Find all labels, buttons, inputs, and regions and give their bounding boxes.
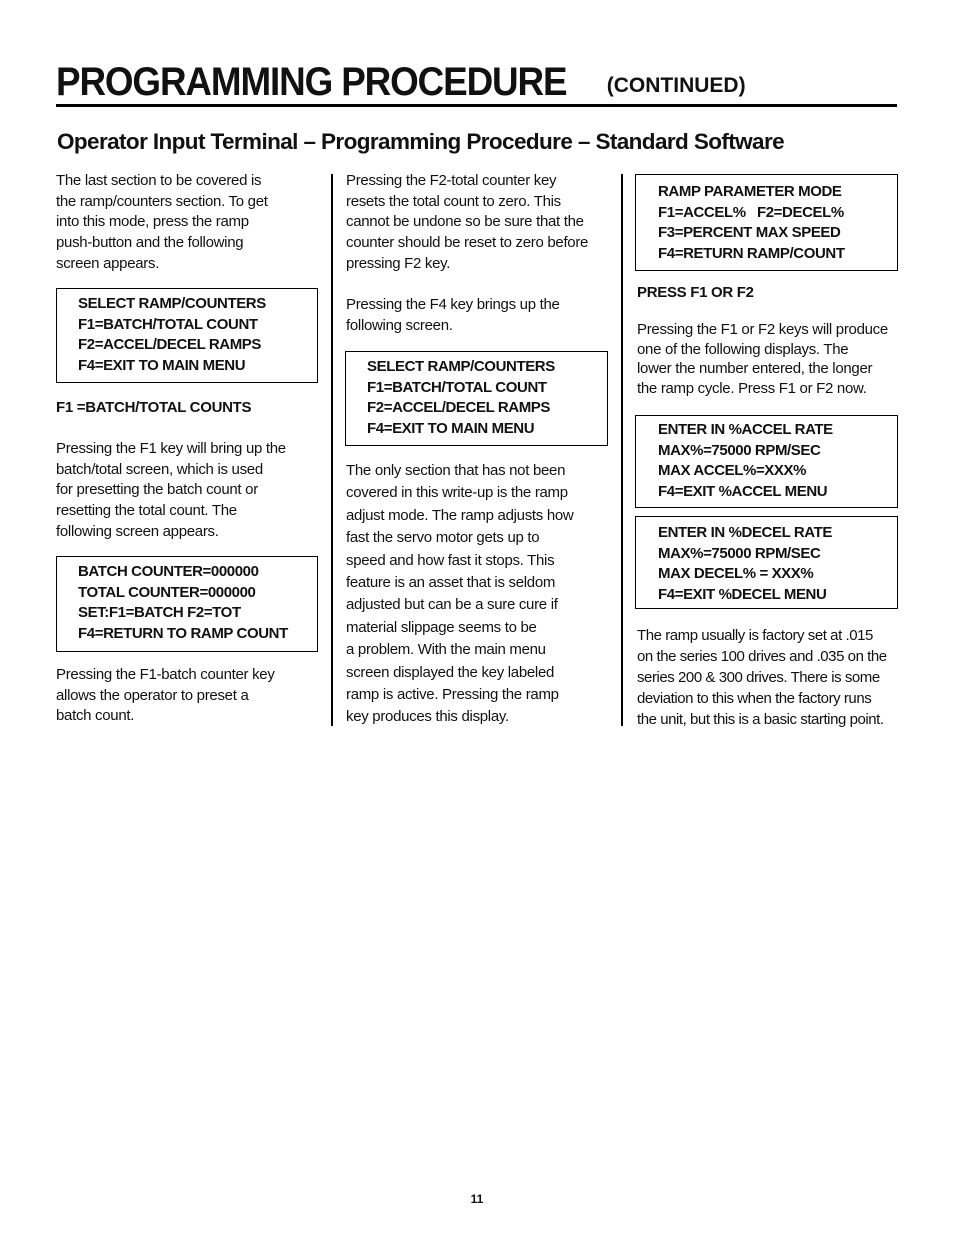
text-line: cannot be undone so be sure that the [346, 213, 584, 231]
text-line: screen appears. [56, 254, 160, 272]
text-line: a problem. With the main menu [346, 641, 546, 659]
screen-line: ENTER IN %DECEL RATE [658, 524, 832, 541]
page-title-suffix: (CONTINUED) [606, 74, 746, 97]
text-line: on the series 100 drives and .035 on the [637, 648, 887, 665]
text-line: The last section to be covered is [56, 172, 262, 189]
column-divider-1 [331, 174, 333, 726]
text-line: Pressing the F1-batch counter key [56, 666, 275, 683]
screen-line: F4=EXIT %DECEL MENU [658, 586, 827, 604]
text-line: the unit, but this is a basic starting point. [637, 711, 884, 728]
text-line: adjusted but can be a sure cure if [346, 596, 558, 614]
screen-line: F4=EXIT TO MAIN MENU [78, 357, 246, 375]
screen-line: F4=EXIT TO MAIN MENU [367, 420, 535, 438]
col2-paragraph-1 [346, 171, 618, 275]
screen-line: F1=BATCH/TOTAL COUNT [78, 315, 258, 333]
text-line: The only section that has not been [346, 462, 566, 479]
text-line: series 200 & 300 drives. There is some [637, 669, 880, 686]
text-line: the ramp cycle. Press F1 or F2 now. [637, 379, 867, 397]
text-line: speed and how fast it stops. This [346, 551, 555, 569]
screen-line: F4=RETURN RAMP/COUNT [658, 245, 845, 263]
text-line: ramp is active. Pressing the ramp [346, 686, 559, 704]
screen-display-accel-rate [635, 415, 898, 508]
screen-line: F1=ACCEL% F2=DECEL% [658, 203, 844, 221]
text-line: pressing F2 key. [346, 254, 451, 272]
text-line: into this mode, press the ramp [56, 213, 249, 231]
screen-line: MAX%=75000 RPM/SEC [658, 544, 821, 562]
screen-line: ENTER IN %ACCEL RATE [658, 421, 833, 438]
col2-paragraph-3 [346, 460, 618, 729]
page-title [56, 58, 746, 110]
text-line: one of the following displays. The [637, 340, 849, 358]
text-line: screen displayed the key labeled [346, 663, 555, 681]
screen-line: F1=BATCH/TOTAL COUNT [367, 378, 547, 396]
col1-paragraph-3 [56, 665, 326, 727]
text-line: lower the number entered, the longer [637, 360, 873, 377]
text-line: Pressing the F1 key will bring up the [56, 440, 286, 457]
col1-paragraph-2 [56, 439, 326, 543]
text-line: feature is an asset that is seldom [346, 574, 556, 592]
text-line: deviation to this when the factory runs [637, 690, 872, 707]
col1-intro-paragraph [56, 171, 326, 275]
text-line: fast the servo motor gets up to [346, 529, 540, 547]
col1-heading: F1 =BATCH/TOTAL COUNTS [56, 399, 252, 416]
text-line: counter should be reset to zero before [346, 234, 589, 252]
screen-line: F2=ACCEL/DECEL RAMPS [78, 336, 262, 354]
screen-display-select-ramp-counters-2 [345, 351, 608, 446]
screen-display-batch-counter [56, 556, 318, 652]
text-line: adjust mode. The ramp adjusts how [346, 506, 574, 524]
screen-display-decel-rate [635, 516, 898, 609]
text-line: material slippage seems to be [346, 618, 537, 636]
screen-line: F4=EXIT %ACCEL MENU [658, 483, 828, 501]
text-line: covered in this write-up is the ramp [346, 484, 568, 502]
col3-paragraph-2 [637, 625, 905, 730]
screen-line: MAX DECEL% = XXX% [658, 565, 814, 583]
screen-line: SELECT RAMP/COUNTERS [367, 358, 555, 375]
screen-line: F2=ACCEL/DECEL RAMPS [367, 399, 551, 417]
text-line: following screen appears. [56, 522, 219, 540]
text-line: resetting the total count. The [56, 502, 237, 520]
screen-display-ramp-parameter-mode [635, 174, 898, 271]
col3-paragraph-1 [637, 320, 905, 398]
page-number: 11 [470, 1192, 484, 1206]
text-line: batch count. [56, 707, 135, 725]
text-line: batch/total screen, which is used [56, 460, 263, 478]
text-line: push-button and the following [56, 234, 244, 252]
text-line: following screen. [346, 316, 453, 334]
section-title: Operator Input Terminal – Programming Procedure – Standard Software [57, 129, 785, 154]
text-line: for presetting the batch count or [56, 481, 258, 499]
screen-line: SELECT RAMP/COUNTERS [78, 295, 266, 312]
page-title-main: PROGRAMMING PROCEDURE [56, 60, 567, 104]
text-line: The ramp usually is factory set at .015 [637, 627, 873, 644]
column-divider-2 [621, 174, 623, 726]
screen-line: BATCH COUNTER=000000 [78, 563, 259, 580]
text-line: key produces this display. [346, 708, 509, 726]
screen-display-select-ramp-counters [56, 288, 318, 383]
col2-paragraph-2 [346, 295, 618, 336]
screen-line: RAMP PARAMETER MODE [658, 183, 842, 200]
title-rule [56, 104, 897, 107]
text-line: resets the total count to zero. This [346, 192, 561, 210]
screen-line: TOTAL COUNTER=000000 [78, 583, 256, 601]
text-line: Pressing the F1 or F2 keys will produce [637, 321, 888, 338]
screen-line: F3=PERCENT MAX SPEED [658, 224, 841, 242]
screen-line: MAX ACCEL%=XXX% [658, 462, 807, 480]
text-line: Pressing the F4 key brings up the [346, 296, 560, 313]
col3-heading: PRESS F1 OR F2 [637, 284, 754, 301]
text-line: Pressing the F2-total counter key [346, 172, 557, 189]
screen-line: SET:F1=BATCH F2=TOT [78, 604, 241, 622]
text-line: allows the operator to preset a [56, 686, 249, 704]
screen-line: F4=RETURN TO RAMP COUNT [78, 625, 288, 643]
screen-line: MAX%=75000 RPM/SEC [658, 441, 821, 459]
text-line: the ramp/counters section. To get [56, 192, 268, 210]
